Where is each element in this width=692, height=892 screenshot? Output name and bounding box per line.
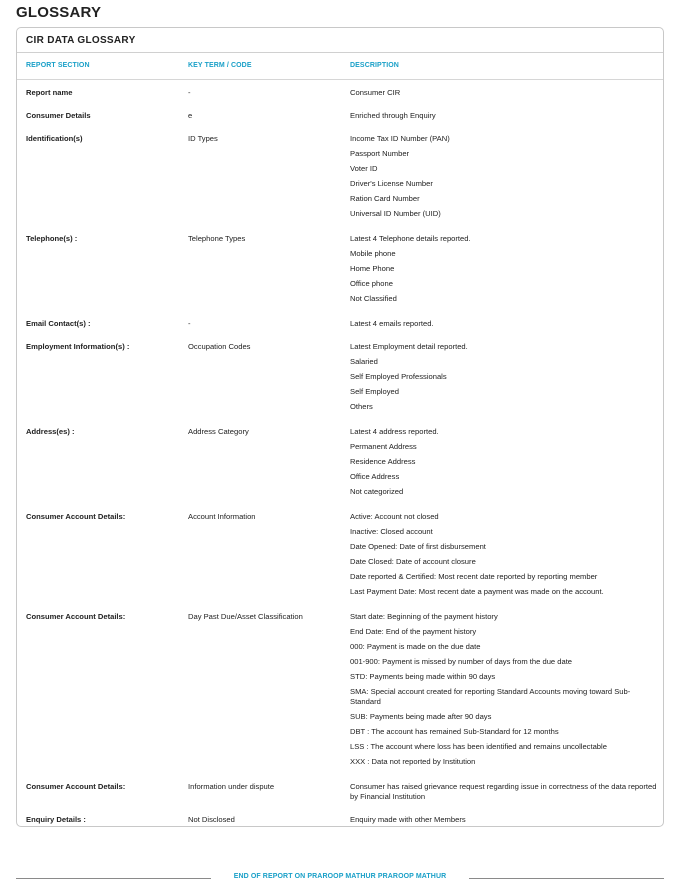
description-line: LSS : The account where loss has been identified and remains uncollectable <box>350 742 607 751</box>
report-section-cell: Consumer Account Details: <box>26 782 126 791</box>
description-cell <box>350 85 658 100</box>
description-line: SMA: Special account created for reporting Standard Accounts moving toward Sub-Standard <box>350 687 631 706</box>
column-header-report-section: REPORT SECTION <box>26 62 90 69</box>
key-term-cell: - <box>188 319 191 328</box>
description-line: Last Payment Date: Most recent date a payment was made on the account. <box>350 587 604 596</box>
description-line: Income Tax ID Number (PAN) <box>350 134 450 143</box>
description-cell <box>350 609 658 769</box>
key-term-cell: Address Category <box>188 427 249 436</box>
description-line: Driver's License Number <box>350 179 433 188</box>
column-header-row <box>17 53 663 80</box>
key-term-cell: Telephone Types <box>188 234 246 243</box>
description-line: Mobile phone <box>350 249 396 258</box>
end-of-report-text: END OF REPORT ON PRAROOP MATHUR PRAROOP MATHUR <box>233 873 447 880</box>
report-footer <box>16 872 664 886</box>
report-section-cell: Identification(s) <box>26 134 83 143</box>
description-line: Permanent Address <box>350 442 417 451</box>
description-line: Consumer has raised grievance request regarding issue in correctness of the data reported by Financial Institution <box>350 782 657 801</box>
report-section-cell: Consumer Details <box>26 111 91 120</box>
description-line: Latest 4 address reported. <box>350 427 439 436</box>
description-line: Self Employed Professionals <box>350 372 447 381</box>
description-line: 001-900: Payment is missed by number of days from the due date <box>350 657 573 666</box>
key-term-cell: - <box>188 88 191 97</box>
description-cell <box>350 339 658 414</box>
description-line: Office phone <box>350 279 393 288</box>
description-line: 000: Payment is made on the due date <box>350 642 481 651</box>
report-section-cell: Enquiry Details : <box>26 815 86 824</box>
description-line: Universal ID Number (UID) <box>350 209 441 218</box>
description-line: Enriched through Enquiry <box>350 111 436 120</box>
description-cell <box>350 231 658 306</box>
description-line: Latest 4 emails reported. <box>350 319 434 328</box>
description-cell <box>350 509 658 599</box>
key-term-cell: e <box>188 111 193 120</box>
description-line: STD: Payments being made within 90 days <box>350 672 496 681</box>
description-line: Not Classified <box>350 294 397 303</box>
report-section-cell: Consumer Account Details: <box>26 612 126 621</box>
description-line: Residence Address <box>350 457 416 466</box>
glossary-panel <box>16 27 664 827</box>
description-line: Voter ID <box>350 164 378 173</box>
description-line: Self Employed <box>350 387 399 396</box>
description-line: DBT : The account has remained Sub-Standard for 12 months <box>350 727 559 736</box>
description-line: Ration Card Number <box>350 194 420 203</box>
column-header-description: DESCRIPTION <box>350 62 399 69</box>
key-term-cell: Occupation Codes <box>188 342 251 351</box>
report-section-cell: Report name <box>26 88 73 97</box>
report-section-cell: Employment Information(s) : <box>26 342 130 351</box>
description-line: Office Address <box>350 472 400 481</box>
key-term-cell: Account Information <box>188 512 256 521</box>
description-line: Consumer CIR <box>350 88 401 97</box>
description-line: Others <box>350 402 373 411</box>
description-line: Active: Account not closed <box>350 512 439 521</box>
description-cell <box>350 316 658 331</box>
description-line: Date Opened: Date of first disbursement <box>350 542 486 551</box>
description-line: Start date: Beginning of the payment history <box>350 612 498 621</box>
key-term-cell: Information under dispute <box>188 782 275 791</box>
description-line: Latest 4 Telephone details reported. <box>350 234 471 243</box>
description-cell <box>350 424 658 499</box>
report-section-cell: Email Contact(s) : <box>26 319 91 328</box>
description-line: Enquiry made with other Members <box>350 815 466 824</box>
panel-title: CIR DATA GLOSSARY <box>17 28 663 53</box>
description-line: Home Phone <box>350 264 395 273</box>
description-line: Passport Number <box>350 149 410 158</box>
description-line: Inactive: Closed account <box>350 527 433 536</box>
column-header-key-term: KEY TERM / CODE <box>188 62 252 69</box>
description-line: Date reported & Certified: Most recent date reported by reporting member <box>350 572 598 581</box>
key-term-cell: Not Disclosed <box>188 815 235 824</box>
description-cell <box>350 108 658 123</box>
page-title: GLOSSARY <box>16 4 102 21</box>
description-line: SUB: Payments being made after 90 days <box>350 712 492 721</box>
report-section-cell: Telephone(s) : <box>26 234 78 243</box>
description-cell <box>350 131 658 221</box>
report-section-cell: Consumer Account Details: <box>26 512 126 521</box>
description-line: Not categorized <box>350 487 404 496</box>
description-line: Date Closed: Date of account closure <box>350 557 476 566</box>
key-term-cell: ID Types <box>188 134 218 143</box>
key-term-cell: Day Past Due/Asset Classification <box>188 612 303 621</box>
description-cell <box>350 779 658 804</box>
description-line: XXX : Data not reported by Institution <box>350 757 476 766</box>
description-line: Latest Employment detail reported. <box>350 342 468 351</box>
description-line: Salaried <box>350 357 378 366</box>
description-cell <box>350 812 658 827</box>
report-section-cell: Address(es) : <box>26 427 75 436</box>
description-line: End Date: End of the payment history <box>350 627 477 636</box>
